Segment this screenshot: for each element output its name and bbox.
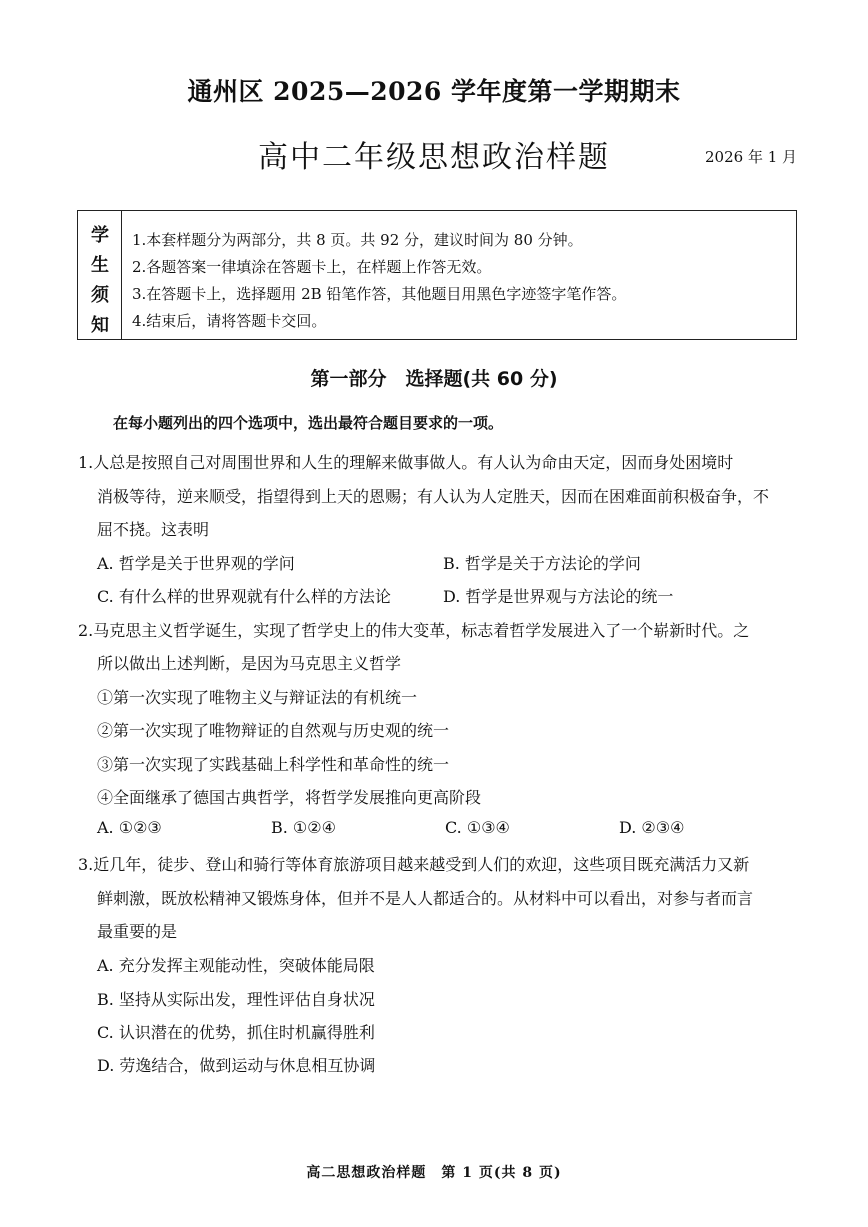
exam-title-line2: 高中二年级思想政治样题 <box>258 140 610 175</box>
question-stem-line: 3.近几年，徒步、登山和骑行等体育旅游项目越来越受到人们的欢迎，这些项目既充满活力又新 <box>78 855 750 874</box>
question-stem-line: 1.人总是按照自己对周围世界和人生的理解来做事做人。有人认为命由天定，因而身处困境时 <box>78 453 734 472</box>
option-b: B. 坚持从实际出发，理性评估自身状况 <box>97 990 375 1009</box>
question-stem-line: 鲜刺激，既放松精神又锻炼身体，但并不是人人都适合的。从材料中可以看出，对参与者而言 <box>97 889 754 908</box>
notice-label <box>78 211 122 339</box>
option-c: C. 有什么样的世界观就有什么样的方法论 <box>97 587 391 606</box>
option-d: D. 劳逸结合，做到运动与休息相互协调 <box>97 1056 376 1075</box>
exam-title-line1: 通州区 2025—2026 学年度第一学期期末 <box>187 77 681 106</box>
statement-3: ③第一次实现了实践基础上科学性和革命性的统一 <box>97 755 450 774</box>
option-d: D. 哲学是世界观与方法论的统一 <box>443 587 674 606</box>
exam-date: 2026 年 1 月 <box>705 148 798 166</box>
question-stem-line: 2.马克思主义哲学诞生，实现了哲学史上的伟大变革，标志着哲学发展进入了一个崭新时代。之 <box>78 621 750 640</box>
statement-2: ②第一次实现了唯物辩证的自然观与历史观的统一 <box>97 721 450 740</box>
question-stem-line: 所以做出上述判断，是因为马克思主义哲学 <box>97 654 402 673</box>
option-d: D. ②③④ <box>619 818 685 837</box>
question-stem-line: 最重要的是 <box>97 922 178 941</box>
option-a: A. ①②③ <box>97 818 162 837</box>
notice-label-char: 须 <box>91 285 109 306</box>
question-stem-line: 消极等待，逆来顺受，指望得到上天的恩赐；有人认为人定胜天，因而在困难面前积极奋争，不 <box>97 487 770 506</box>
option-a: A. 哲学是关于世界观的学问 <box>97 554 295 573</box>
option-c: C. ①③④ <box>445 818 510 837</box>
question-stem-line: 屈不挠。这表明 <box>97 520 210 539</box>
notice-item: 3.在答题卡上，选择题用 2B 铅笔作答，其他题目用黑色字迹签字笔作答。 <box>132 285 627 303</box>
option-b: B. ①②④ <box>271 818 336 837</box>
option-a: A. 充分发挥主观能动性，突破体能局限 <box>97 956 375 975</box>
notice-label-char: 生 <box>91 255 109 276</box>
student-notice-box <box>77 210 797 340</box>
option-c: C. 认识潜在的优势，抓住时机赢得胜利 <box>97 1023 375 1042</box>
notice-label-char: 知 <box>91 315 109 336</box>
notice-item: 4.结束后，请将答题卡交回。 <box>132 312 327 330</box>
page-footer: 高二思想政治样题 第 1 页(共 8 页) <box>306 1165 562 1181</box>
section-title: 第一部分 选择题(共 60 分) <box>310 368 558 390</box>
section-instruction: 在每小题列出的四个选项中，选出最符合题目要求的一项。 <box>113 414 504 432</box>
option-b: B. 哲学是关于方法论的学问 <box>443 554 641 573</box>
notice-item: 1.本套样题分为两部分，共 8 页。共 92 分，建议时间为 80 分钟。 <box>132 231 583 249</box>
statement-1: ①第一次实现了唯物主义与辩证法的有机统一 <box>97 688 418 707</box>
notice-item: 2.各题答案一律填涂在答题卡上，在样题上作答无效。 <box>132 258 492 276</box>
statement-4: ④全面继承了德国古典哲学，将哲学发展推向更高阶段 <box>97 788 482 807</box>
notice-label-char: 学 <box>91 225 109 246</box>
